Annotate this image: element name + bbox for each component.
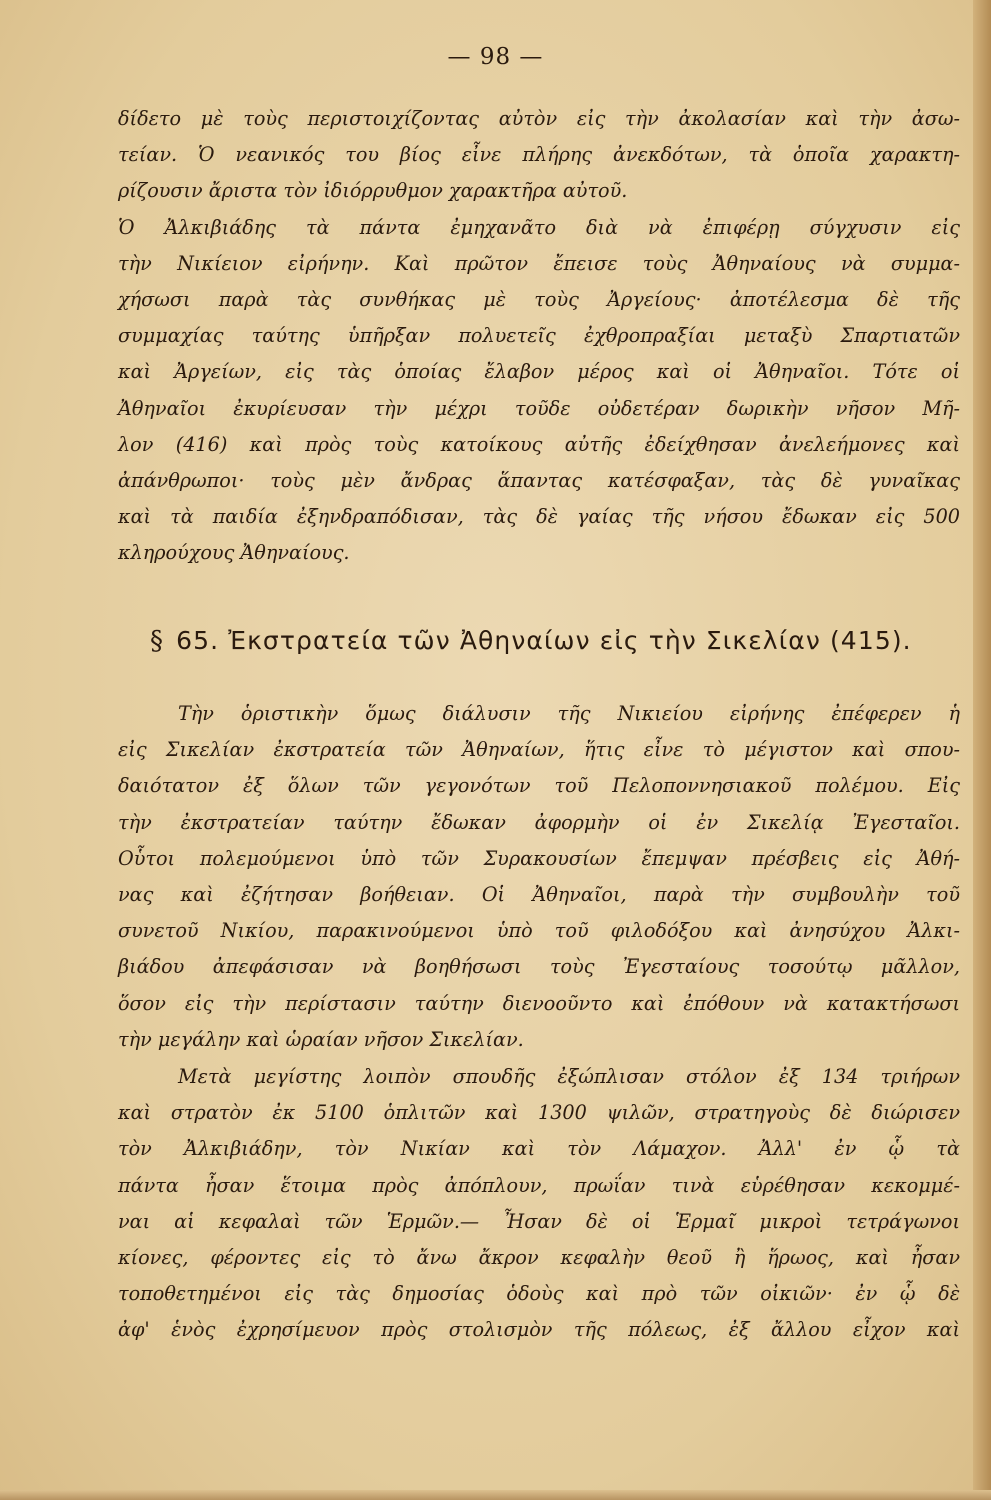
text-line: τὴν μεγάλην καὶ ὡραίαν νῆσον Σικελίαν. xyxy=(118,1027,524,1051)
text-line: καὶ Ἀργείων, εἰς τὰς ὁποίας ἔλαβον μέρος καὶ οἱ Ἀθηναῖοι. Τότε οἱ xyxy=(118,360,960,384)
text-line: λον (416) καὶ πρὸς τοὺς κατοίκους αὐτῆς ἐδείχθησαν ἀνελεήμονες καὶ xyxy=(118,432,960,456)
text-line: δαιότατον ἐξ ὅλων τῶν γεγονότων τοῦ Πελοποννησιακοῦ πολέμου. Εἰς xyxy=(118,774,960,798)
text-line: Ὁ Ἀλκιβιάδης τὰ πάντα ἐμηχανᾶτο διὰ νὰ ἐπιφέρῃ σύγχυσιν εἰς xyxy=(118,215,960,239)
text-line: κληρούχους Ἀθηναίους. xyxy=(118,541,350,565)
page-edge-shadow xyxy=(973,0,991,1500)
text-line: Μετὰ μεγίστης λοιπὸν σπουδῆς ἐξώπλισαν στόλον ἐξ 134 τριήρων xyxy=(178,1065,960,1088)
text-line: ἀφ' ἑνὸς ἐχρησίμευον πρὸς στολισμὸν τῆς πόλεως, ἐξ ἄλλου εἶχον καὶ xyxy=(118,1318,960,1342)
text-line: πάντα ἦσαν ἕτοιμα πρὸς ἀπόπλουν, πρωΐαν τινὰ εὑρέθησαν κεκομμέ- xyxy=(118,1173,960,1197)
text-line: δίδετο μὲ τοὺς περιστοιχίζοντας αὐτὸν εἰς τὴν ἀκολασίαν καὶ τὴν ἀσω- xyxy=(118,107,960,130)
text-line: βιάδου ἀπεφάσισαν νὰ βοηθήσωσι τοὺς Ἐγεσταίους τοσούτῳ μᾶλλον, xyxy=(118,955,960,979)
text-line: καὶ στρατὸν ἐκ 5100 ὁπλιτῶν καὶ 1300 ψιλῶν, στρατηγοὺς δὲ διώρισεν xyxy=(118,1101,960,1125)
text-line: κίονες, φέροντες εἰς τὸ ἄνω ἄκρον κεφαλὴν θεοῦ ἢ ἥρωος, καὶ ἦσαν xyxy=(118,1246,960,1270)
text-line: Τὴν ὁριστικὴν ὅμως διάλυσιν τῆς Νικιείου εἰρήνης ἐπέφερεν ἡ xyxy=(178,702,960,725)
text-line: χήσωσι παρὰ τὰς συνθήκας μὲ τοὺς Ἀργείους· ἀποτέλεσμα δὲ τῆς xyxy=(118,288,960,312)
page-bottom-edge xyxy=(0,1490,991,1500)
text-line: συμμαχίας ταύτης ὑπῆρξαν πολυετεῖς ἐχθροπραξίαι μεταξὺ Σπαρτιατῶν xyxy=(118,324,960,348)
text-line: ἀπάνθρωποι· τοὺς μὲν ἄνδρας ἅπαντας κατέσφαξαν, τὰς δὲ γυναῖκας xyxy=(118,469,960,493)
section-symbol: § xyxy=(150,626,165,656)
text-line: ρίζουσιν ἄριστα τὸν ἰδιόρρυθμον χαρακτῆρα αὐτοῦ. xyxy=(118,179,628,203)
page-number: — 98 — xyxy=(447,44,544,70)
paragraph-sicily-expedition xyxy=(118,696,960,1058)
paragraph-alcibiades xyxy=(118,101,960,572)
text-line: Ἀθηναῖοι ἐκυρίευσαν τὴν μέχρι τοῦδε οὐδετέραν δωρικὴν νῆσον Μῆ- xyxy=(118,396,960,420)
text-line: τοποθετημένοι εἰς τὰς δημοσίας ὁδοὺς καὶ πρὸ τῶν οἰκιῶν· ἐν ᾧ δὲ xyxy=(118,1282,960,1306)
section-heading xyxy=(150,626,970,656)
text-line: ναι αἱ κεφαλαὶ τῶν Ἑρμῶν.— Ἦσαν δὲ οἱ Ἑρμαῖ μικροὶ τετράγωνοι xyxy=(118,1209,960,1233)
text-line: τείαν. Ὁ νεανικός του βίος εἶνε πλήρης ἀνεκδότων, τὰ ὁποῖα χαρακτη- xyxy=(118,143,960,167)
paragraph-fleet-hermae xyxy=(118,1059,960,1349)
section-heading-text: 65. Ἐκστρατεία τῶν Ἀθηναίων εἰς τὴν Σικελίαν (415). xyxy=(176,626,912,655)
text-line: τὴν ἐκστρατείαν ταύτην ἔδωκαν ἀφορμὴν οἱ ἐν Σικελίᾳ Ἐγεσταῖοι. xyxy=(118,810,960,834)
text-line: τὸν Ἀλκιβιάδην, τὸν Νικίαν καὶ τὸν Λάμαχον. Ἀλλ' ἐν ᾧ τὰ xyxy=(118,1137,960,1161)
text-line: ὅσον εἰς τὴν περίστασιν ταύτην διενοοῦντο καὶ ἐπόθουν νὰ κατακτήσωσι xyxy=(118,991,960,1015)
text-line: τὴν Νικίειον εἰρήνην. Καὶ πρῶτον ἔπεισε τοὺς Ἀθηναίους νὰ συμμα- xyxy=(118,251,960,275)
text-line: νας καὶ ἐζήτησαν βοήθειαν. Οἱ Ἀθηναῖοι, παρὰ τὴν συμβουλὴν τοῦ xyxy=(118,883,960,907)
text-line: εἰς Σικελίαν ἐκστρατεία τῶν Ἀθηναίων, ἥτις εἶνε τὸ μέγιστον καὶ σπου- xyxy=(118,738,960,762)
text-line: καὶ τὰ παιδία ἐξηνδραπόδισαν, τὰς δὲ γαίας τῆς νήσου ἔδωκαν εἰς 500 xyxy=(118,505,960,529)
text-line: συνετοῦ Νικίου, παρακινούμενοι ὑπὸ τοῦ φιλοδόξου καὶ ἀνησύχου Ἀλκι- xyxy=(118,919,960,943)
text-line: Οὗτοι πολεμούμενοι ὑπὸ τῶν Συρακουσίων ἔπεμψαν πρέσβεις εἰς Ἀθή- xyxy=(118,846,960,870)
